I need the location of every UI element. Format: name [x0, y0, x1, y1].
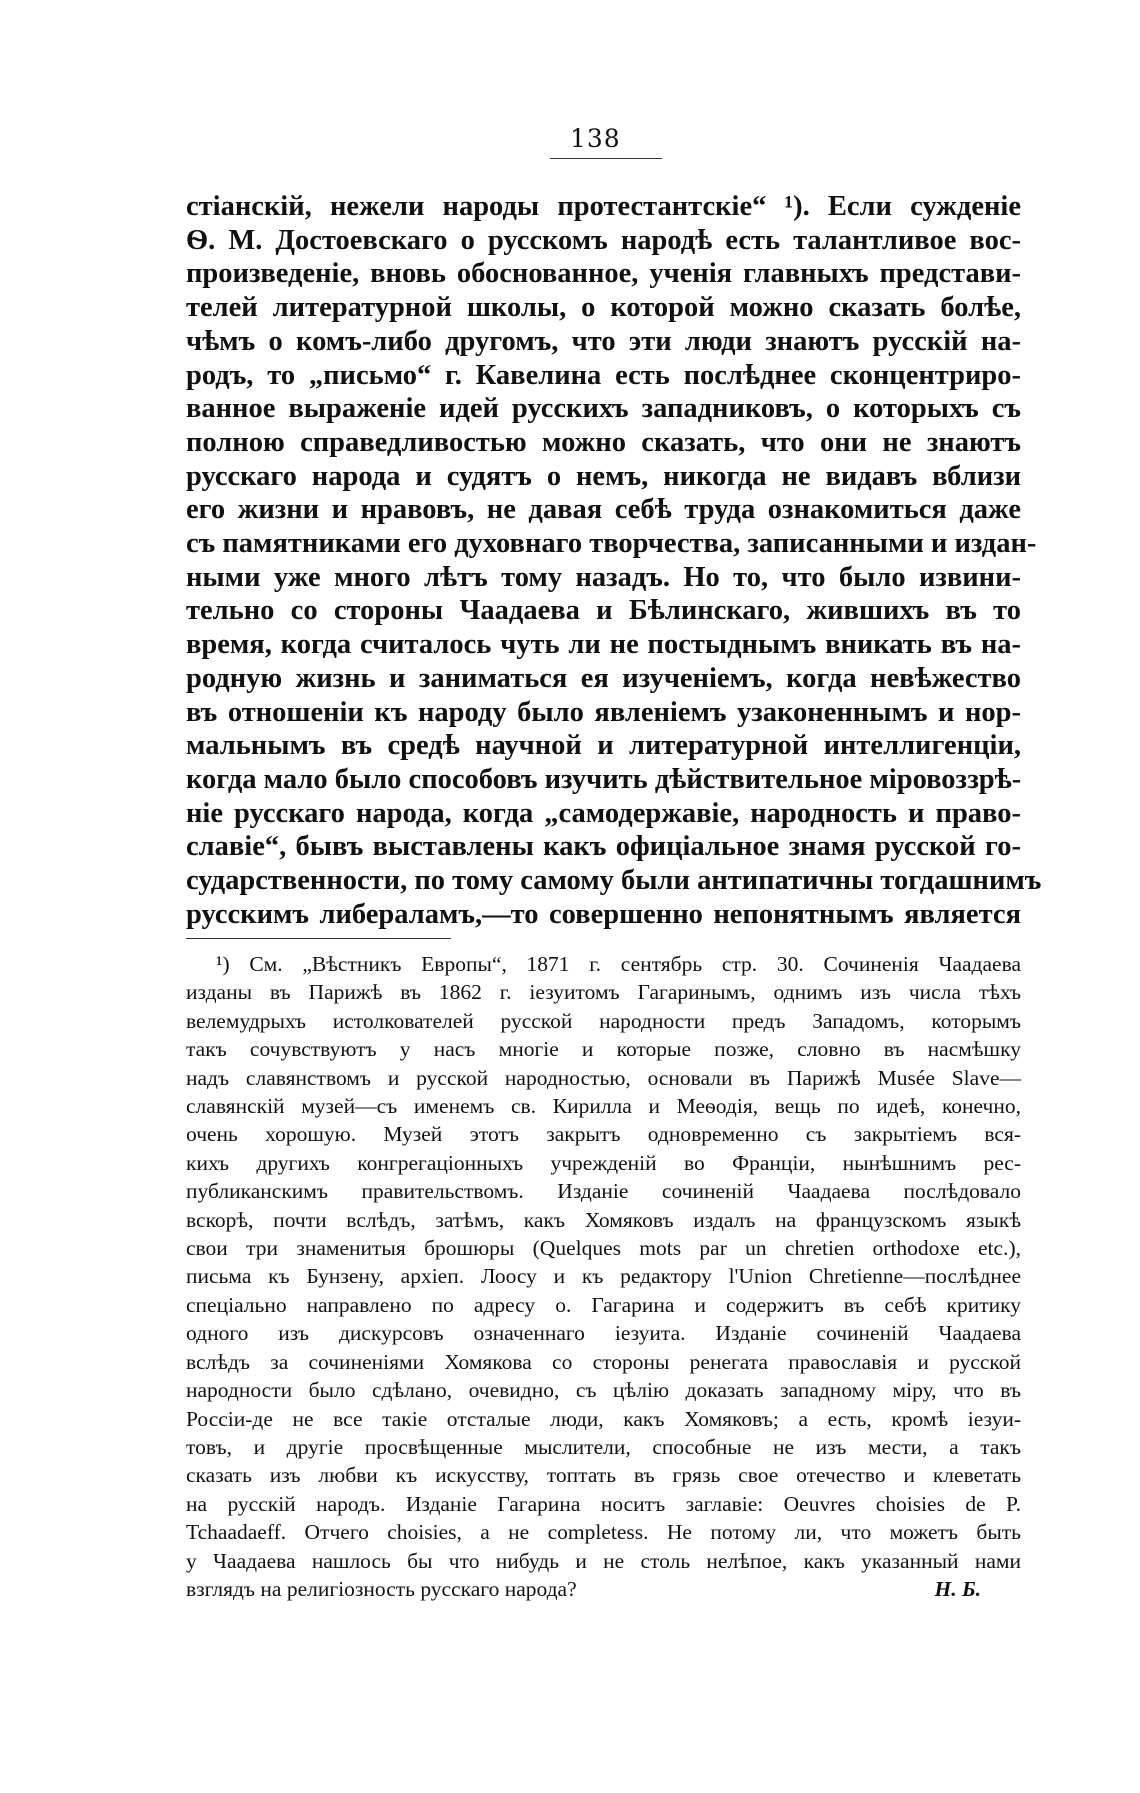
footnote-separator [186, 938, 451, 939]
footnote-line-text: на русскій народъ. Изданіе Гагарина носитъ заглавіе: Oeuvres choisies de P. [186, 1491, 1021, 1516]
text-line: русскаго народа и судятъ о немъ, никогда не видавъ вблизи [186, 460, 1021, 492]
footnote-line [186, 1348, 1021, 1376]
footnote-line-text: спеціально направлено по адресу о. Гагарина и содержитъ въ себѣ критику [186, 1292, 1021, 1317]
main-text [186, 190, 1042, 931]
footnote-line-text: свои три знаменитыя брошюры (Quelques mots par un chretien orthodoxe etc.), [186, 1236, 1021, 1261]
footnote-line-text: вскорѣ, почти вслѣдъ, затѣмъ, какъ Хомяковъ издалъ на французскомъ языкѣ [186, 1207, 1021, 1232]
text-line: его жизни и нравовъ, не давая себѣ труда ознакомиться даже [186, 494, 1021, 526]
footnote-line-text: письма къ Бунзену, архіеп. Лоосу и къ редактору l'Union Chretienne—послѣднее [186, 1264, 1021, 1289]
page-number: 138 [570, 124, 621, 153]
footnote-line-text: Tchaadaeff. Отчего choisies, а не completess. Не потому ли, что можетъ быть [186, 1520, 1021, 1545]
footnote-line-text: кихъ другихъ конгрегаціонныхъ учрежденій во Франціи, нынѣшнимъ рес- [186, 1150, 1021, 1175]
footnote-line-text: у Чаадаева нашлось бы что нибудь и не столь нелѣпое, какъ указанный нами [186, 1548, 1021, 1573]
text-line: сударственности, по тому самому были антипатичны тогдашнимъ [186, 865, 1042, 897]
text-line: ванное выраженіе идей русскихъ западниковъ, о которыхъ съ [186, 393, 1021, 425]
footnote-line [186, 950, 1021, 978]
footnote [186, 950, 1021, 1603]
footnote-line [186, 1490, 1021, 1518]
footnote-line-text: славянскій музей—съ именемъ св. Кирилла и Меѳодія, вещь по идеѣ, конечно, [186, 1094, 1021, 1119]
footnote-line [186, 1262, 1021, 1290]
footnote-line-text: такъ сочувствуютъ у насъ многіе и которые позже, словно въ насмѣшку [186, 1037, 1021, 1062]
footnote-line [186, 1149, 1021, 1177]
text-line: родъ, то „письмо“ г. Кавелина есть послѣднее сконцентриро- [186, 359, 1021, 391]
text-line: славіе“, бывъ выставлены какъ офиціальное знамя русской го- [186, 831, 1021, 863]
footnote-line [186, 1575, 1021, 1603]
footnote-line [186, 1433, 1021, 1461]
text-line: произведеніе, вновь обоснованное, ученія главныхъ представи- [186, 258, 1021, 290]
page-number-rule [550, 158, 662, 159]
footnote-line [186, 978, 1021, 1006]
footnote-line-text: очень хорошую. Музей этотъ закрытъ одновременно съ закрытіемъ вся- [186, 1122, 1021, 1147]
text-line: ніе русскаго народа, когда „самодержавіе, народность и право- [186, 797, 1021, 829]
footnote-line [186, 1291, 1021, 1319]
footnote-line [186, 1405, 1021, 1433]
text-line: въ отношеніи къ народу было явленіемъ узаконеннымъ и нор- [186, 696, 1021, 728]
footnote-line [186, 1177, 1021, 1205]
footnote-line [186, 1035, 1021, 1063]
footnote-line [186, 1547, 1021, 1575]
footnote-line [186, 1206, 1021, 1234]
footnote-line-text: вслѣдъ за сочиненіями Хомякова со стороны ренегата православія и русской [186, 1349, 1021, 1374]
footnote-line-text: народности было сдѣлано, очевидно, съ цѣлію доказать западному міру, что въ [186, 1378, 1021, 1403]
footnote-line [186, 1376, 1021, 1404]
footnote-line-text: взглядъ на религіозность русскаго народа? [186, 1576, 577, 1601]
text-line: полною справедливостью можно сказать, что они не знаютъ [186, 426, 1021, 458]
text-line: тельно со стороны Чаадаева и Бѣлинскаго, жившихъ въ то [186, 595, 1021, 627]
footnote-line [186, 1461, 1021, 1489]
footnote-line-text: велемудрыхъ истолкователей русской народности предъ Западомъ, которымъ [186, 1008, 1021, 1033]
footnote-line [186, 1319, 1021, 1347]
footnote-line-text: надъ славянствомъ и русской народностью, основали въ Парижѣ Musée Slave— [186, 1065, 1021, 1090]
footnote-line-text: изданы въ Парижѣ въ 1862 г. іезуитомъ Гагаринымъ, однимъ изъ числа тѣхъ [186, 980, 1021, 1005]
text-line: время, когда считалось чуть ли не постыднымъ вникать въ на- [186, 629, 1021, 661]
footnote-line-text: Россіи-де не все такіе отсталые люди, какъ Хомяковъ; а есть, кромѣ іезуи- [186, 1406, 1021, 1431]
footnote-line [186, 1092, 1021, 1120]
footnote-line-text: сказать изъ любви къ искусству, топтать въ грязь свое отечество и клеветать [186, 1463, 1021, 1488]
text-line: телей литературной школы, о которой можно сказать болѣе, [186, 292, 1021, 324]
footnote-line-text: одного изъ дискурсовъ означеннаго іезуита. Изданіе сочиненій Чаадаева [186, 1321, 1021, 1346]
text-line: съ памятниками его духовнаго творчества, записанными и издан- [186, 528, 1037, 560]
footnote-author: Н. Б. [934, 1576, 981, 1601]
text-line: чѣмъ о комъ-либо другомъ, что эти люди знаютъ русскій на- [186, 325, 1021, 357]
text-line: ными уже много лѣтъ тому назадъ. Но то, что было извини- [186, 561, 1021, 593]
footnote-line-text: ¹) См. „Вѣстникъ Европы“, 1871 г. сентябрь стр. 30. Сочиненія Чаадаева [216, 952, 1021, 976]
footnote-line [186, 1234, 1021, 1262]
text-line: родную жизнь и заниматься ея изученіемъ, когда невѣжество [186, 662, 1021, 694]
text-line: когда мало было способовъ изучить дѣйствительное міровоззрѣ- [186, 763, 1022, 795]
footnote-line-text: публиканскимъ правительствомъ. Изданіе сочиненій Чаадаева послѣдовало [186, 1179, 1021, 1204]
footnote-line [186, 1007, 1021, 1035]
footnote-line [186, 1064, 1021, 1092]
text-line: стіанскій, нежели народы протестантскіе“ ¹). Если сужденіе [186, 191, 1021, 222]
text-line: Ѳ. М. Достоевскаго о русскомъ народѣ есть талантливое вос- [186, 224, 1021, 256]
text-line: мальнымъ въ средѣ научной и литературной интеллигенціи, [186, 730, 1021, 762]
text-line: русскимъ либераламъ,—то совершенно непонятнымъ является [186, 898, 1021, 930]
footnote-line [186, 1518, 1021, 1546]
footnote-line [186, 1120, 1021, 1148]
footnote-line-text: товъ, и другіе просвѣщенные мыслители, способные не изъ мести, а такъ [186, 1434, 1021, 1459]
